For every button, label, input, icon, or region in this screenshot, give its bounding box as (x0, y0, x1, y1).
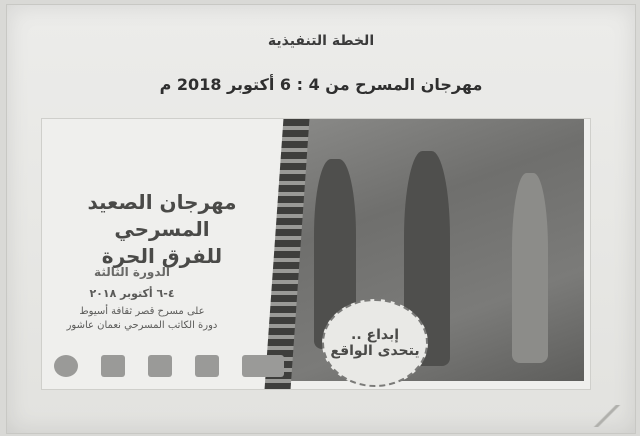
sponsor-logo-icon (101, 355, 125, 377)
venue-info (52, 305, 232, 333)
culture-ministry-logo-icon (242, 355, 284, 377)
paper-crease (587, 405, 627, 427)
festival-dates-heading: مهرجان المسرح من 4 : 6 أكتوبر 2018 م (159, 75, 483, 94)
slogan-badge (322, 299, 428, 387)
sponsor-logo-icon (148, 355, 172, 377)
venue-line-2: دورة الكاتب المسرحي نعمان عاشور (66, 320, 218, 331)
edition-dates: ٤-٦ أكتوبر ٢٠١٨ (89, 287, 175, 300)
edition-label: الدورة الثالثة (94, 265, 170, 279)
venue-line-1: على مسرح قصر ثقافة أسيوط (79, 306, 205, 317)
scanned-document (6, 4, 636, 434)
performer-figure-right (512, 173, 548, 363)
slogan-line-1: إبداع .. (351, 327, 400, 343)
sponsor-logo-icon (54, 355, 78, 377)
slogan-line-2: يتحدى الواقع (330, 343, 420, 359)
festival-poster (41, 118, 591, 390)
poster-title-line-1: مهرجان الصعيد المسرحي (87, 190, 237, 241)
sponsor-logos (54, 351, 284, 381)
poster-title (52, 189, 272, 270)
poster-title-line-2: للفرق الحرة (101, 244, 223, 268)
document-title: الخطة التنفيذية (267, 33, 375, 49)
eagle-emblem-icon (195, 355, 219, 377)
